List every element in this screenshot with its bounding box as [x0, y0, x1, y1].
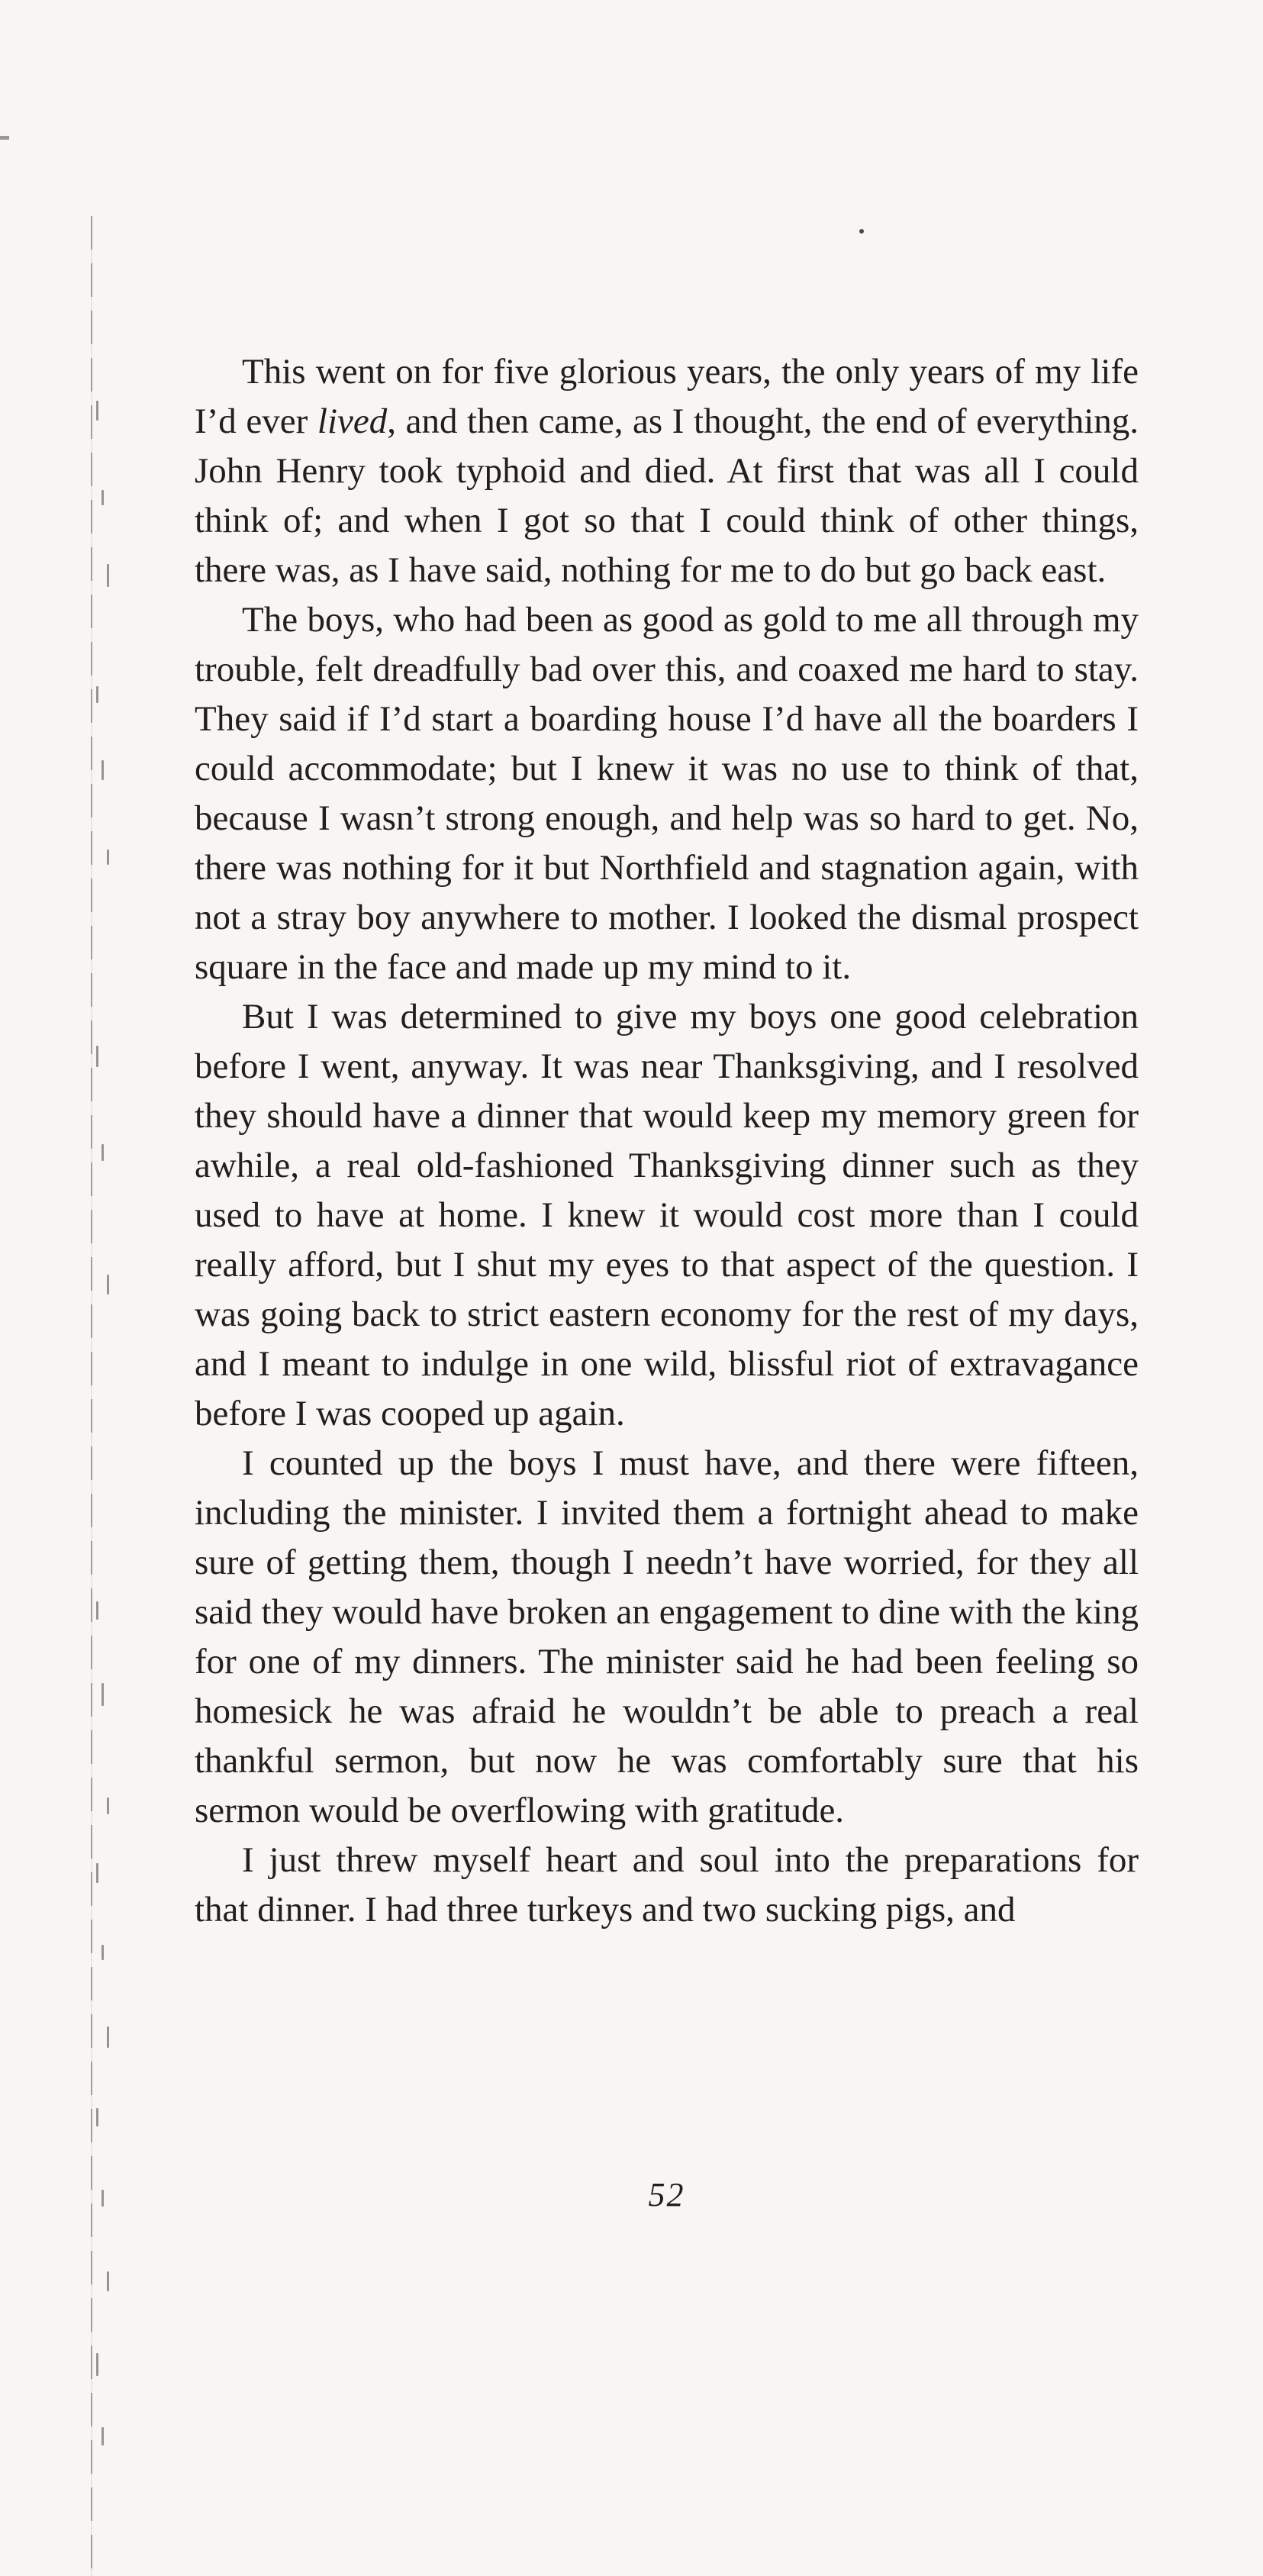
scan-binding-line: [91, 216, 92, 2576]
paragraph: [195, 992, 1139, 1439]
scan-artifact: [101, 2427, 104, 2445]
scan-artifact: [101, 490, 104, 505]
scan-artifact: [107, 2026, 109, 2048]
paragraph: [195, 1439, 1139, 1836]
scan-artifact: [96, 401, 98, 421]
scan-artifact: [107, 564, 109, 587]
paragraph: [195, 595, 1139, 992]
scan-artifact: [859, 229, 864, 234]
body-text: I just threw myself heart and soul into the preparations for that dinner. I had three turkeys and two sucking pigs, and: [195, 1840, 1139, 1930]
scan-artifact: [107, 1797, 109, 1814]
body-text: But I was determined to give my boys one good celebration before I went, anyway. It was near Thanksgiving, and I resolved they should have a dinner that would keep my memory green for awhile, a real old-fashioned Thanksgiving dinner such as they used to have at home. I knew it would cost more than I could really afford, but I shut my eyes to that aspect of the question. I was going back to strict eastern economy for the rest of my days, and I meant to indulge in one wild, blissful riot of extravagance before I was cooped up again.: [195, 997, 1139, 1433]
scan-artifact: [101, 1945, 104, 1960]
scan-artifact: [101, 760, 104, 780]
paragraph: [195, 1836, 1139, 1935]
scan-artifact: [101, 1144, 104, 1161]
body-text: This went on for five glorious years, the only years of my life I’d ever: [195, 352, 1139, 441]
text-block: [195, 347, 1139, 1935]
body-text: The boys, who had been as good as gold to me all through my trouble, felt dreadfully bad over this, and coaxed me hard to stay. They said if I’d start a boarding house I’d have all the boarders I could accommodate; but I knew it was no use to think of that, because I wasn’t strong enough, and help was so hard to get. No, there was nothing for it but Northfield and stagnation again, with not a stray boy anywhere to mother. I looked the dismal prospect square in the face and made up my mind to it.: [195, 600, 1139, 987]
scan-artifact: [101, 1683, 104, 1706]
paragraph: [195, 347, 1139, 595]
body-text: I counted up the boys I must have, and there were fifteen, including the minister. I invited them a fortnight ahead to make sure of getting them, though I needn’t have worried, for they all said they would have broken an engagement to dine with the king for one of my dinners. The minister said he had been feeling so homesick he was afraid he wouldn’t be able to preach a real thankful sermon, but now he was comfortably sure that his sermon would be overflowing with gratitude.: [195, 1443, 1139, 1830]
scan-artifact: [0, 136, 9, 140]
scan-artifact: [96, 1601, 98, 1620]
scan-artifact: [96, 686, 98, 703]
scan-artifact: [96, 1863, 98, 1883]
scan-artifact: [101, 2190, 104, 2207]
emphasized-text: lived: [317, 401, 388, 441]
scan-artifact: [96, 2108, 98, 2126]
scan-artifact: [107, 1275, 109, 1294]
scan-artifact: [107, 2271, 109, 2291]
page-number: 52: [648, 2176, 685, 2213]
scan-artifact: [96, 1046, 98, 1067]
scan-artifact: [107, 850, 109, 865]
scan-artifact: [96, 2353, 98, 2376]
body-text: , and then came, as I thought, the end of everything. John Henry took typhoid and died. At first that was all I could think of; and when I got so that I could think of other things, there was, as I have said, nothing for me to do but go back east.: [195, 401, 1139, 590]
